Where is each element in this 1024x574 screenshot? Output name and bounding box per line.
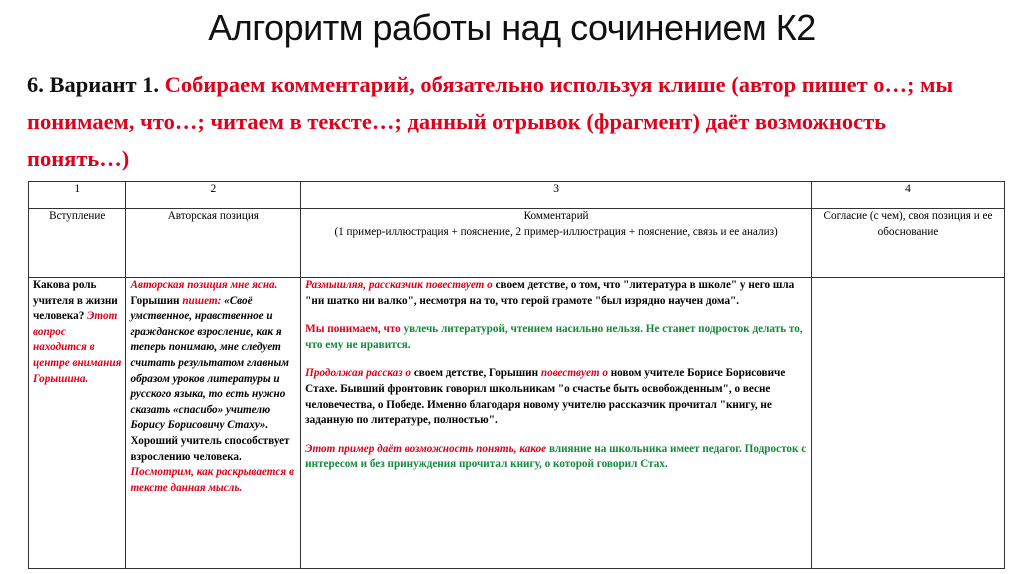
own-position-cell <box>812 278 1005 569</box>
column-number-row <box>29 182 1005 209</box>
header-introduction: Вступление <box>29 209 126 278</box>
intro-instruction: Собираем комментарий, обязательно используя клише (автор пишет о…; мы понимаем, что…; читаем в тексте…; данный отрывок (фрагмент) даёт возможность понять…) <box>27 72 954 171</box>
column-header-row <box>29 209 1005 278</box>
position-transition: Посмотрим, как раскрывается в тексте данная мысль. <box>130 466 294 494</box>
commentary-text: новом учителе Борисе Борисовиче Стахе. Бывший фронтовик говорил школьникам "о счастье быть освобожденным", о весне человечества, о Победе. Именно благодаря новому учителю рассказчик прочитал "книгу, не заданную по литературе, полностью". <box>305 367 786 427</box>
commentary-text: своем детстве, Горышин <box>413 367 539 380</box>
column-number: 2 <box>126 182 301 209</box>
commentary-cell <box>301 278 812 569</box>
author-position-cell <box>126 278 301 569</box>
column-number: 4 <box>812 182 1005 209</box>
content-row <box>29 278 1005 569</box>
header-own-position: Согласие (с чем), своя позиция и ее обоснование <box>812 209 1005 278</box>
variant-label: 6. Вариант 1. <box>27 72 160 97</box>
problem-question: Какова роль учителя в жизни человека? <box>33 279 118 323</box>
problem-focus: Этот вопрос находится в центре внимания Горышина. <box>33 310 122 385</box>
author-verb: пишет: <box>182 294 222 307</box>
cliche: Размышляя, рассказчик повествует о <box>305 279 493 291</box>
header-commentary <box>301 209 812 278</box>
commentary-example-1 <box>305 278 807 309</box>
cliche: Этот пример даёт возможность понять, какое <box>305 442 547 455</box>
author-quote: «Своё умственное, нравственное и гражданское взросление, как я теперь понимаю, мне следует считать результатом главным образом уроков литературы и русского языка, то есть нужно сказать «спасибо» учителю Борису Борисовичу Стаху». <box>130 294 289 432</box>
commentary-text: своем детстве, о том, что "литература в школе" у него шла "ни шатко ни валко", несмотря на то, что герой грамоте "был изрядно научен дома". <box>305 279 795 307</box>
introduction-cell <box>29 278 126 569</box>
column-number: 3 <box>301 182 812 209</box>
intro-paragraph <box>27 66 987 177</box>
position-lead: Авторская позиция мне ясна. <box>130 279 278 291</box>
cliche: повествует о <box>540 367 608 380</box>
header-commentary-title: Комментарий <box>523 210 589 222</box>
commentary-example-2 <box>305 366 807 428</box>
header-author-position: Авторская позиция <box>126 209 301 278</box>
essay-table <box>28 181 1005 569</box>
commentary-text: увлечь литературой, чтением насильно нельзя. Не станет подросток делать то, что ему не нравится. <box>305 323 803 351</box>
commentary-text: влияние на школьника имеет педагог. Подросток с интересом и без принуждения прочитал книгу, о которой говорил Стах. <box>305 442 807 471</box>
column-number: 1 <box>29 182 126 209</box>
position-conclusion: Хороший учитель способствует взрослению человека. <box>130 434 290 463</box>
author-name: Горышин <box>130 294 180 307</box>
commentary-explanation-1 <box>305 322 807 353</box>
header-commentary-subtitle: (1 пример-иллюстрация + пояснение, 2 пример-иллюстрация + пояснение, связь и ее анализ) <box>334 225 778 238</box>
cliche: Мы понимаем, что <box>305 323 401 336</box>
slide-title: Алгоритм работы над сочинением К2 <box>208 7 816 48</box>
cliche: Продолжая рассказ о <box>305 367 412 380</box>
commentary-explanation-2 <box>305 442 807 473</box>
